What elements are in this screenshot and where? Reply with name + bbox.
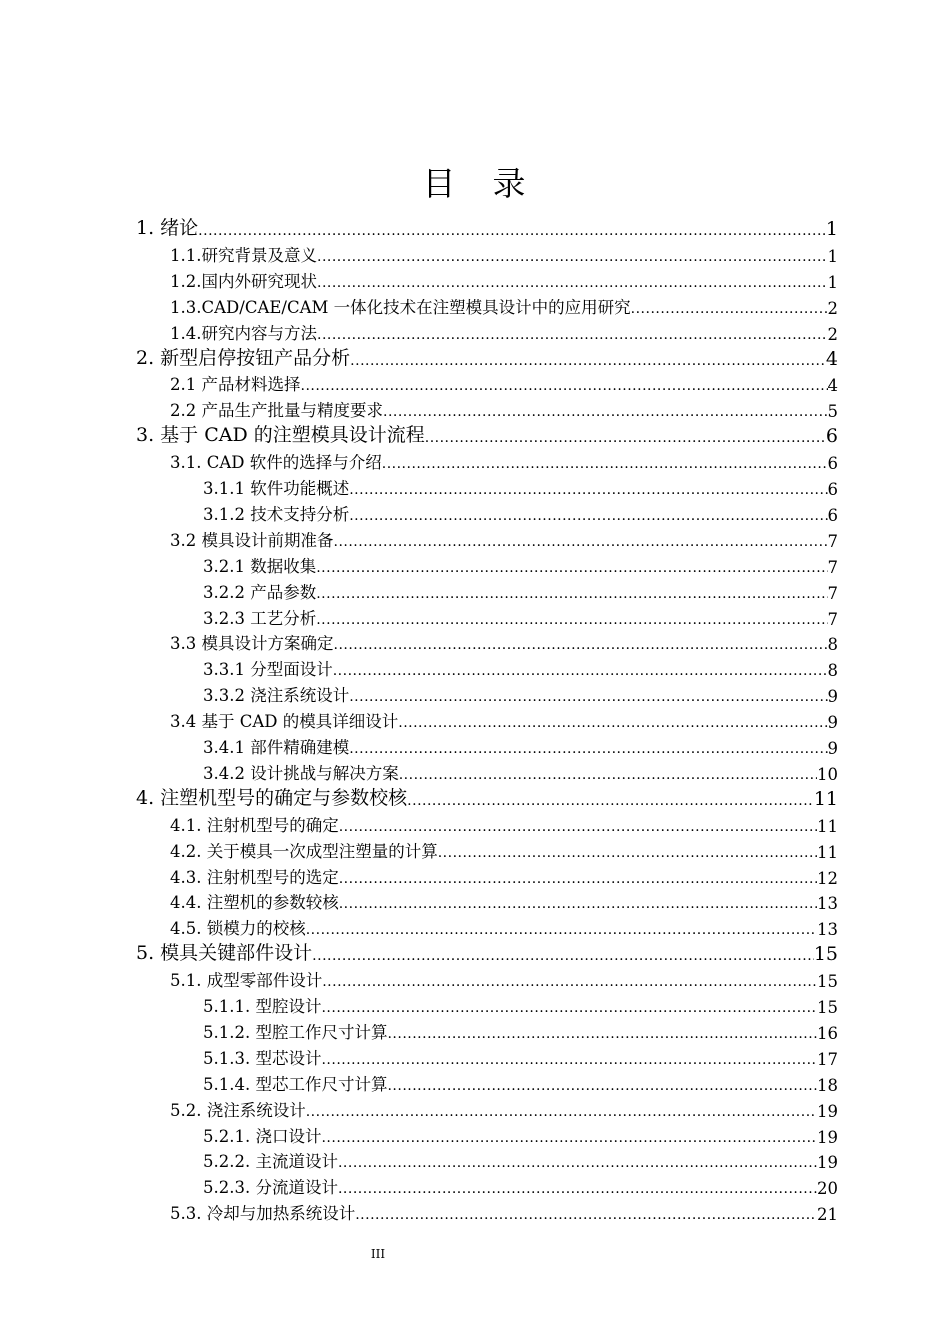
toc-leader-dots [198,224,826,238]
toc-entry[interactable] [170,525,838,551]
toc-entry[interactable] [170,240,838,266]
toc-entry[interactable] [203,1069,838,1095]
toc-entry-label: 3.2 模具设计前期准备 [170,531,334,550]
toc-entry[interactable] [136,214,838,240]
toc-entry-page-number: 4 [827,376,838,395]
toc-entry-label: 5.1.1. 型腔设计 [203,997,322,1016]
toc-leader-dots [306,923,817,937]
toc-leader-dots [349,509,827,523]
toc-entry[interactable] [170,965,838,991]
toc-leader-dots [306,1105,817,1119]
toc-entry-page-number: 12 [817,869,838,888]
toc-entry[interactable] [170,836,838,862]
toc-leader-dots [321,1053,817,1067]
toc-entry[interactable] [203,1172,838,1198]
toc-leader-dots [382,457,828,471]
toc-entry-label: 3.1.1 软件功能概述 [203,479,350,498]
toc-entry-label: 3.2.1 数据收集 [203,557,317,576]
toc-entry-label: 4.3. 注射机型号的选定 [170,868,339,887]
toc-entry-page-number: 1 [825,218,838,240]
toc-entry-label: 1.4.研究内容与方法 [170,324,317,343]
toc-entry-label: 2.1 产品材料选择 [170,375,301,394]
toc-leader-dots [349,742,827,756]
toc-entry[interactable] [203,1146,838,1172]
toc-entry-label: 3.4.1 部件精确建模 [203,738,350,757]
toc-entry-label: 4.2. 关于模具一次成型注塑量的计算 [170,842,438,861]
toc-entry-label: 3.4.2 设计挑战与解决方案 [203,764,399,783]
toc-entry-page-number: 2 [827,325,838,344]
toc-entry-page-number: 11 [817,817,838,836]
toc-leader-dots [333,664,828,678]
toc-entry-label: 5.2. 浇注系统设计 [170,1101,306,1120]
toc-entry-label: 1.2.国内外研究现状 [170,272,317,291]
toc-entry-label: 4.1. 注射机型号的确定 [170,816,339,835]
toc-entry[interactable] [136,344,838,370]
toc-entry[interactable] [170,1198,838,1224]
toc-entry[interactable] [203,551,838,577]
toc-entry-label: 5.3. 冷却与加热系统设计 [170,1204,356,1223]
toc-entry-page-number: 4 [825,348,838,370]
toc-entry-label: 5.2.3. 分流道设计 [203,1178,338,1197]
toc-leader-dots [301,379,828,393]
toc-entry[interactable] [203,654,838,680]
toc-entry-page-number: 19 [817,1153,838,1172]
toc-leader-dots [631,302,828,316]
toc-leader-dots [387,1079,817,1093]
page-title: 目 录 [422,164,528,203]
toc-leader-dots [339,872,817,886]
toc-entry[interactable] [170,1095,838,1121]
toc-entry-page-number: 15 [817,972,838,991]
toc-entry-page-number: 11 [813,788,838,810]
toc-entry-label: 3.2.2 产品参数 [203,583,317,602]
toc-leader-dots [321,1001,817,1015]
page-number-footer: III [370,1247,386,1261]
toc-leader-dots [317,328,828,342]
toc-entry-page-number: 19 [817,1102,838,1121]
toc-entry[interactable] [170,810,838,836]
toc-entry-page-number: 17 [817,1050,838,1069]
toc-leader-dots [349,690,827,704]
toc-leader-dots [316,561,827,575]
toc-entry-page-number: 11 [817,843,838,862]
toc-entry-label: 5.1. 成型零部件设计 [170,971,323,990]
toc-entry-label: 2.2 产品生产批量与精度要求 [170,401,383,420]
toc-entry-label: 3.1. CAD 软件的选择与介绍 [170,453,382,472]
toc-entry-page-number: 15 [813,943,838,965]
toc-entry-label: 3.3.1 分型面设计 [203,660,333,679]
toc-entry[interactable] [170,862,838,888]
toc-entry-page-number: 6 [827,506,838,525]
toc-entry-page-number: 21 [817,1205,838,1224]
toc-entry[interactable] [170,706,838,732]
toc-entry-label: 3.1.2 技术支持分析 [203,505,350,524]
toc-entry[interactable] [203,499,838,525]
toc-leader-dots [399,768,817,782]
toc-entry-label: 5.2.2. 主流道设计 [203,1152,338,1171]
toc-entry-page-number: 9 [827,739,838,758]
toc-leader-dots [338,1182,817,1196]
toc-entry-page-number: 8 [827,635,838,654]
toc-entry-label: 3.2.3 工艺分析 [203,609,317,628]
toc-leader-dots [387,1027,817,1041]
toc-leader-dots [349,483,827,497]
toc-entry-page-number: 6 [825,425,838,447]
toc-entry-page-number: 13 [817,894,838,913]
toc-entry-page-number: 5 [827,402,838,421]
toc-entry[interactable] [203,680,838,706]
toc-leader-dots [339,897,817,911]
toc-entry-page-number: 1 [827,247,838,266]
toc-entry[interactable] [136,939,838,965]
toc-leader-dots [438,846,817,860]
toc-entry-label: 1.3.CAD/CAE/CAM 一体化技术在注塑模具设计中的应用研究 [170,298,631,317]
toc-entry[interactable] [203,603,838,629]
toc-entry-page-number: 8 [827,661,838,680]
toc-entry[interactable] [170,628,838,654]
toc-entry-page-number: 15 [817,998,838,1017]
toc-entry-label: 3.3.2 浇注系统设计 [203,686,350,705]
toc-entry[interactable] [170,292,838,318]
toc-entry-page-number: 16 [817,1024,838,1043]
toc-entry[interactable] [203,1043,838,1069]
toc-entry[interactable] [203,991,838,1017]
toc-entry-page-number: 9 [827,687,838,706]
toc-entry[interactable] [203,1017,838,1043]
toc-leader-dots [316,613,827,627]
toc-entry[interactable] [170,318,838,344]
toc-entry-page-number: 19 [817,1128,838,1147]
toc-entry-label: 2. 新型启停按钮产品分析 [136,347,351,369]
toc-entry-label: 4.4. 注塑机的参数较核 [170,893,339,912]
toc-entry-label: 5. 模具关键部件设计 [136,942,313,964]
toc-entry-label: 4. 注塑机型号的确定与参数校核 [136,787,408,809]
toc-leader-dots [317,250,828,264]
toc-leader-dots [334,638,828,652]
toc-entry[interactable] [203,1121,838,1147]
toc-entry-label: 5.1.3. 型芯设计 [203,1049,322,1068]
toc-entry-page-number: 10 [817,765,838,784]
toc-leader-dots [383,405,828,419]
toc-entry-label: 3.4 基于 CAD 的模具详细设计 [170,712,399,731]
toc-leader-dots [321,1131,817,1145]
toc-entry-page-number: 6 [827,454,838,473]
toc-entry-page-number: 20 [817,1179,838,1198]
toc-entry[interactable] [203,758,838,784]
toc-leader-dots [350,354,826,368]
toc-leader-dots [334,535,828,549]
toc-entry[interactable] [203,732,838,758]
toc-entry[interactable] [170,395,838,421]
toc-leader-dots [322,975,817,989]
toc-leader-dots [316,587,827,601]
toc-entry[interactable] [170,913,838,939]
toc-entry-page-number: 1 [827,273,838,292]
toc-leader-dots [398,716,827,730]
toc-entry-page-number: 2 [827,299,838,318]
toc-entry[interactable] [136,784,838,810]
toc-entry-page-number: 7 [827,584,838,603]
toc-entry-page-number: 7 [827,558,838,577]
toc-entry-label: 3. 基于 CAD 的注塑模具设计流程 [136,424,425,446]
toc-entry-label: 1.1.研究背景及意义 [170,246,317,265]
toc-leader-dots [339,820,817,834]
toc-entry-label: 5.2.1. 浇口设计 [203,1127,322,1146]
toc-leader-dots [355,1208,817,1222]
toc-entry[interactable] [203,577,838,603]
toc-entry-label: 1. 绪论 [136,217,199,239]
toc-entry[interactable] [170,266,838,292]
toc-entry[interactable] [170,369,838,395]
toc-entry-page-number: 9 [827,713,838,732]
toc-entry[interactable] [203,473,838,499]
toc-leader-dots [407,794,814,808]
toc-entry-label: 5.1.4. 型芯工作尺寸计算 [203,1075,388,1094]
toc-leader-dots [338,1156,817,1170]
toc-entry-page-number: 13 [817,920,838,939]
toc-leader-dots [425,431,826,445]
toc-entry-page-number: 7 [827,532,838,551]
toc-entry[interactable] [170,887,838,913]
toc-entry-label: 5.1.2. 型腔工作尺寸计算 [203,1023,388,1042]
toc-entry-label: 4.5. 锁模力的校核 [170,919,306,938]
toc-entry-page-number: 18 [817,1076,838,1095]
toc-entry-label: 3.3 模具设计方案确定 [170,634,334,653]
toc-leader-dots [312,949,814,963]
toc-leader-dots [317,276,828,290]
toc-entry[interactable] [170,447,838,473]
toc-entry-page-number: 6 [827,480,838,499]
toc-entry-page-number: 7 [827,610,838,629]
toc-entry[interactable] [136,421,838,447]
